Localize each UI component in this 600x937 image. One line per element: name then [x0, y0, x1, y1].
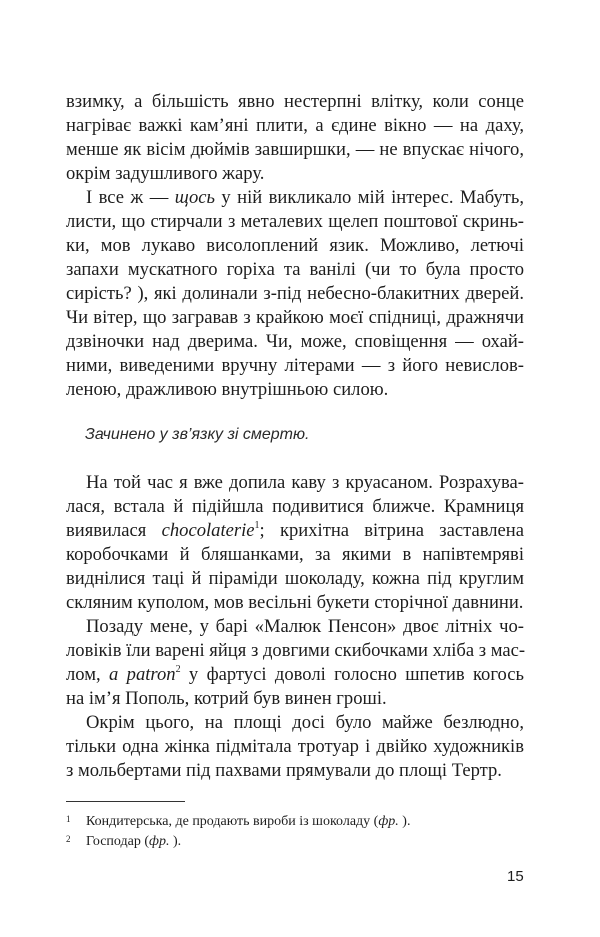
text-run: лася, встала й підійшла подивитися ближче. Крамниця: [66, 496, 524, 517]
text-run: тільки одна жінка підмітала тротуар і двійко художників: [66, 736, 524, 757]
footnote-text: Господар (: [86, 834, 150, 849]
text-line: [66, 306, 524, 330]
text-line: [66, 735, 524, 759]
footnote-ref: 2: [175, 664, 181, 675]
footnote-end: ).: [398, 814, 411, 829]
text-line: [66, 663, 524, 687]
text-run: сирість? ), які долинали з-під небесно-блакитних дверей.: [66, 283, 524, 304]
footnote-end: ).: [169, 834, 182, 849]
text-line: [66, 330, 524, 354]
text-line: [66, 210, 524, 234]
text-line: [66, 759, 524, 783]
text-run: на ім’я Пополь, котрий був винен гроші.: [66, 688, 387, 709]
footnote-ref: 1: [254, 520, 260, 531]
footnote-text: Кондитерська, де продають вироби із шоколаду (: [86, 814, 379, 829]
text-run: у ній викликало мій інтерес. Мабуть,: [215, 187, 524, 208]
text-line: [66, 234, 524, 258]
text-run: виявилася: [66, 520, 162, 541]
text-line: [66, 591, 524, 615]
text-run: ; крихітна вітрина заставлена: [259, 520, 524, 541]
text-line: [66, 138, 524, 162]
text-line: [66, 639, 524, 663]
text-line: [66, 114, 524, 138]
text-line: [66, 687, 524, 711]
text-run: запахи мускатного горіха та ванілі (чи то була просто: [66, 259, 524, 280]
text-run: а patron: [109, 664, 176, 685]
text-run: взимку, а більшість явно нестерпні влітку, коли сонце: [66, 91, 524, 112]
footnote-number: 1: [66, 814, 71, 824]
text-line: [86, 471, 524, 495]
text-run: нагріває важкі кам’яні плити, а єдине вікно — на даху,: [66, 115, 524, 136]
footnote-abbr: фр.: [149, 834, 170, 849]
text-run: дзвіночки над дверима. Чи, може, сповіщення — охай-: [66, 331, 524, 352]
text-run: І все ж —: [86, 187, 175, 208]
footnote-1: [66, 812, 410, 832]
text-line: [66, 378, 524, 402]
text-run: менше як вісім дюймів завширшки, — не впускає нічого,: [66, 139, 524, 160]
text-run: На той час я вже допила каву з круасаном. Розрахува-: [86, 472, 524, 493]
footnote-2: [66, 832, 181, 852]
shop-sign-text: Зачинено у зв’язку зі смертю.: [85, 426, 310, 443]
text-line: [66, 519, 524, 543]
text-run: скляним куполом, мов весільні букети сторічної давнини.: [66, 592, 524, 613]
text-run: окрім задушливого жару.: [66, 163, 265, 184]
text-run: chocolaterie: [161, 520, 255, 541]
text-line: [86, 186, 524, 210]
text-line: [66, 543, 524, 567]
text-run: коробочками й бляшанками, за якими в напівтемряві: [66, 544, 524, 565]
text-line: [86, 615, 524, 639]
text-line: [66, 162, 524, 186]
text-line: [86, 711, 524, 735]
text-run: щось: [174, 187, 215, 208]
text-run: у фартусі доволі голосно шпетив когось: [180, 664, 524, 685]
text-run: Позаду мене, у барі «Малюк Пенсон» двоє літніх чо-: [86, 616, 524, 637]
text-run: ними, виведеними вручну літерами — з його невислов-: [66, 355, 524, 376]
text-run: ловіків їли варені яйця з довгими скибочками хліба з мас-: [66, 640, 526, 661]
footnote-abbr: фр.: [378, 814, 399, 829]
text-line: [66, 567, 524, 591]
text-run: Чи вітер, що загравав з крайкою моєї спідниці, дражнячи: [66, 307, 524, 328]
text-run: листи, що стирчали з металевих щелеп поштової скринь-: [66, 211, 524, 232]
text-run: леною, дражливою внутрішньою силою.: [66, 379, 389, 400]
text-line: [66, 282, 524, 306]
page-number: 15: [507, 868, 524, 885]
text-run: з мольбертами під пахвами прямували до площі Тертр.: [66, 760, 502, 781]
text-run: ки, мов лукаво висолоплений язик. Можливо, летючі: [66, 235, 524, 256]
text-run: лом,: [66, 664, 109, 685]
text-line: [66, 258, 524, 282]
text-line: [66, 90, 524, 114]
footnote-divider: [66, 801, 185, 802]
text-run: виднілися таці й піраміди шоколаду, кожна під круглим: [66, 568, 524, 589]
text-line: [66, 354, 524, 378]
text-line: [66, 495, 524, 519]
text-run: Окрім цього, на площі досі було майже безлюдно,: [86, 712, 524, 733]
footnote-number: 2: [66, 834, 71, 844]
